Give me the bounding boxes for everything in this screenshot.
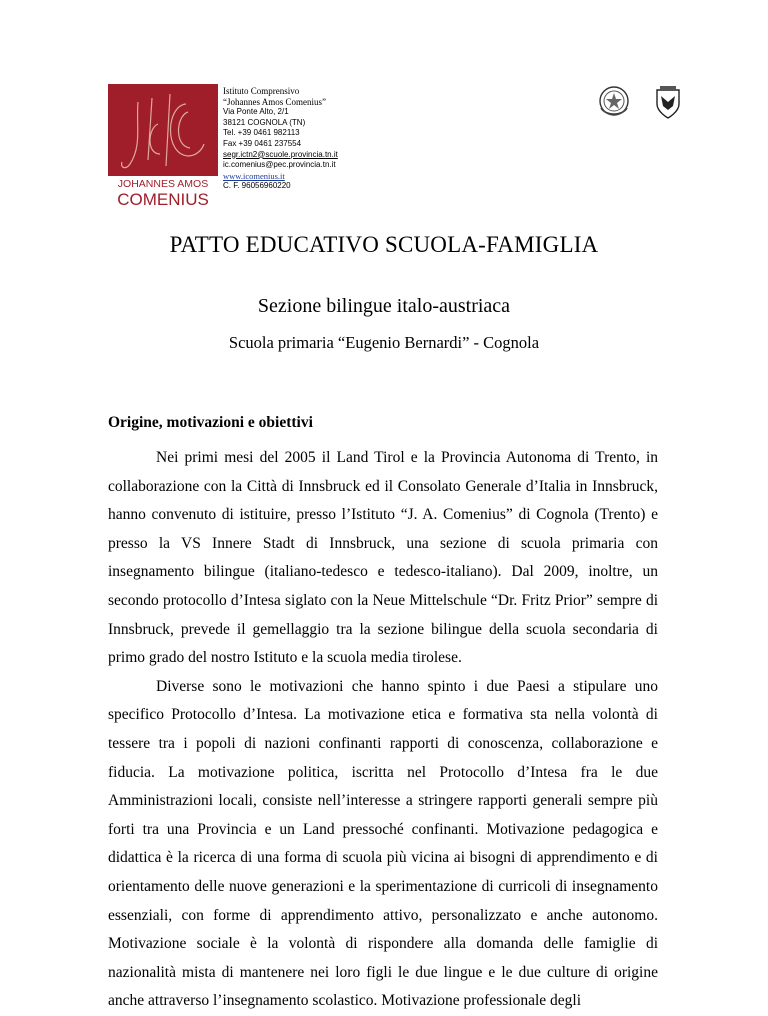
- document-title: PATTO EDUCATIVO SCUOLA-FAMIGLIA: [169, 232, 599, 257]
- logo-text-line2: COMENIUS: [117, 190, 209, 208]
- institute-name: “Johannes Amos Comenius”: [223, 96, 326, 107]
- school-line: Scuola primaria “Eugenio Bernardi” - Cognola: [228, 333, 540, 352]
- school-logo: [108, 84, 218, 208]
- school-contact-block: [223, 86, 393, 192]
- website-link[interactable]: www.icomenius.it: [223, 170, 285, 181]
- address-street: Via Ponte Alto, 2/1: [223, 107, 289, 117]
- province-trento-coat-of-arms-icon: [651, 84, 685, 120]
- italian-republic-emblem-icon: [597, 84, 631, 120]
- pec-email: ic.comenius@pec.provincia.tn.it: [223, 160, 336, 170]
- fax-number: Fax +39 0461 237554: [223, 138, 302, 148]
- logo-text-line1: JOHANNES AMOS: [117, 178, 209, 190]
- address-city: 38121 COGNOLA (TN): [223, 117, 306, 127]
- phone-number: Tel. +39 0461 982113: [223, 128, 300, 138]
- paragraph: Diverse sono le motivazioni che hanno spinto i due Paesi a stipulare uno specifico Protocollo d’Intesa. La motivazione etica e formativa sta nella volontà di tessere tra i popoli di nazioni confinanti rapporti di conoscenza, collaborazione e fiducia. La motivazione politica, iscritta nel Protocollo d’Intesa fra le due Amministrazioni locali, consiste nell’interesse a stringere rapporti generali sempre più forti tra una Provincia e un Land pressoché confinanti. Motivazione pedagogica e didattica è la ricerca di una forma di scuola più vicina ai bisogni di apprendimento e di orientamento delle nuove generazioni e la sperimentazione di curricoli di insegnamento essenziali, con forme di apprendimento attivo, personalizzato e anche autonomo. Motivazione sociale è la volontà di rispondere alla domanda delle famiglie di nazionalità mista di mantenere nei loro figli le due lingue e le due culture di origine anche attraverso l’insegnamento scolastico. Motivazione professionale degli: [108, 677, 658, 1010]
- paragraph: Nei primi mesi del 2005 il Land Tirol e la Provincia Autonoma di Trento, in collaborazione con la Città di Innsbruck ed il Consolato Generale d’Italia in Innsbruck, hanno convenuto di istituire, presso l’Istituto “J. A. Comenius” di Cognola (Trento) e presso la VS Innere Stadt di Innsbruck, una sezione di scuola primaria con insegnamento bilingue (italiano-tedesco e tedesco-italiano). Dal 2009, inoltre, un secondo protocollo d’Intesa siglato con la Neue Mittelschule “Dr. Fritz Prior” sempre di Innsbruck, prevede il gemellaggio tra la sezione bilingue della scuola secondaria di primo grado del nostro Istituto e la scuola media tirolese.: [108, 449, 658, 667]
- body-text: [108, 444, 658, 1016]
- email-link[interactable]: segr.ictn2@scuole.provincia.tn.it: [223, 149, 338, 159]
- document-subtitle: Sezione bilingue italo-austriaca: [257, 295, 511, 317]
- fiscal-code: C. F. 96056960220: [223, 181, 291, 191]
- section-heading: Origine, motivazioni e obiettivi: [108, 414, 313, 431]
- institute-type: Istituto Comprensivo: [223, 86, 300, 96]
